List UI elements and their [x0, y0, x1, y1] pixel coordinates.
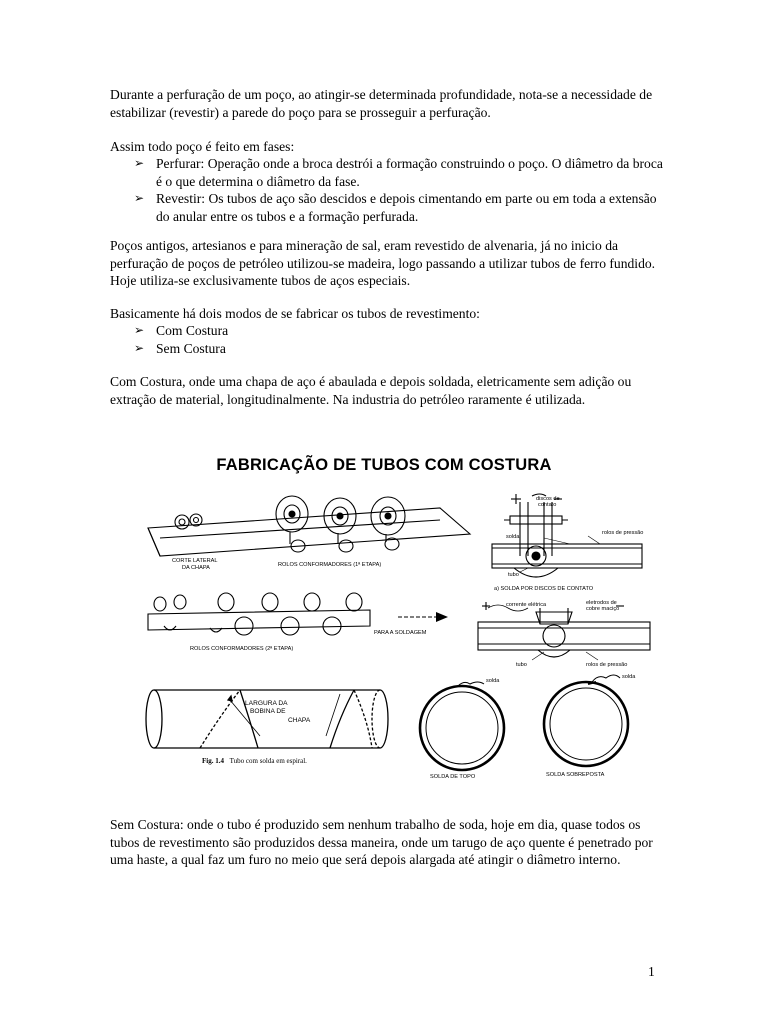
label-rolos-pressao: rolos de pressão	[602, 530, 644, 536]
figure-number: Fig. 1.4	[202, 757, 224, 765]
label-contato: contato	[538, 502, 557, 508]
butt-weld-section	[420, 682, 504, 770]
paragraph-methods-intro: Basicamente há dois modos de se fabricar os tubos de revestimento:	[110, 306, 480, 321]
label-solda-sobreposta: SOLDA SOBREPOSTA	[546, 772, 605, 778]
label-discos: discos de	[536, 496, 560, 502]
page-number: 1	[648, 964, 655, 979]
label-rolos-pressao-2: rolos de pressão	[586, 662, 628, 668]
paragraph-intro: Durante a perfuração de um poço, ao atingir-se determinada profundidade, nota-se a necessidade de estabilizar (revestir) a parede do poço para se prosseguir a perfuração.	[110, 87, 653, 120]
figure-title: FABRICAÇÃO DE TUBOS COM COSTURA	[216, 456, 552, 474]
method-text: Sem Costura	[156, 340, 226, 356]
label-tubo: tubo	[508, 572, 519, 578]
forming-rolls-stage2	[148, 593, 370, 635]
paragraph-sem-costura: Sem Costura: onde o tubo é produzido sem nenhum trabalho de soda, hoje em dia, quase todos os tubos de revestimento são produzidos dessa maneira, onde um tarugo de aço quente é penetrado por uma haste, a qual faz um furo no meio que será depois alargada até atingir o diâmetro interno.	[110, 817, 653, 867]
arrow-right-icon	[398, 612, 448, 622]
svg-text:Fig. 1.4 Tubo com so	[202, 757, 307, 765]
list-item	[110, 340, 670, 358]
spiral-tube-shape	[146, 690, 388, 748]
phases-list	[110, 155, 670, 225]
label-solda-topo-marker: solda	[486, 678, 500, 684]
label-rolos-etapa1: ROLOS CONFORMADORES (1ª ETAPA)	[278, 562, 382, 568]
arrow-bullet-icon: ➢	[134, 191, 145, 205]
paragraph-history: Poços antigos, artesianos e para mineração de sal, eram revestido de alvenaria, já no inicio da perfuração de poços de petróleo utilizou-se madeira, logo passando a utilizar tubos de ferro fundido. Hoje utiliza-se exclusivamente tubos de aços especiais.	[110, 238, 656, 288]
list-item	[110, 190, 670, 225]
label-tubo-2: tubo	[516, 662, 527, 668]
paragraph-phases-intro: Assim todo poço é feito em fases:	[110, 139, 295, 154]
list-item	[110, 322, 670, 340]
phase-text: Revestir: Os tubos de aço são descidos e depois cimentando em parte ou em toda a extensão do anular entre os tubos e a formação perfurada.	[156, 191, 657, 224]
label-cobre: cobre maciço	[586, 606, 620, 612]
label-corrente: corrente elétrica	[506, 602, 547, 608]
paragraph-com-costura: Com Costura, onde uma chapa de aço é abaulada e depois soldada, eletricamente sem adição ou extração de material, longitudinalmente. Na industria do petróleo raramente é utilizada.	[110, 374, 632, 407]
label-rolos-etapa2: ROLOS CONFORMADORES (2ª ETAPA)	[190, 646, 294, 652]
label-corte-lateral: CORTE LATERAL	[172, 558, 218, 564]
label-bobina: BOBINA DE	[250, 708, 286, 715]
arrow-bullet-icon: ➢	[134, 323, 145, 337]
methods-list	[110, 322, 670, 357]
method-text: Com Costura	[156, 323, 229, 338]
label-eletrodos: eletrodos de	[586, 600, 617, 606]
figure-tube-manufacturing	[140, 486, 660, 788]
label-solda: solda	[506, 534, 520, 540]
label-chapa: CHAPA	[288, 717, 311, 724]
label-da-chapa: DA CHAPA	[182, 565, 210, 571]
electrode-welding	[478, 602, 650, 660]
figure-illustration	[140, 486, 660, 788]
phase-text: Perfurar: Operação onde a broca destrói a formação construindo o poço. O diâmetro da broca é o que determina o diâmetro da fase.	[156, 156, 663, 189]
label-solda-de-topo: SOLDA DE TOPO	[430, 774, 476, 780]
label-solda-sobreposta-marker: solda	[622, 674, 636, 680]
figure-caption: Tubo com solda em espiral.	[229, 757, 307, 765]
forming-roll-stage1	[276, 496, 308, 532]
label-largura: LARGURA DA	[245, 700, 288, 707]
caption-solda-discos: a) SOLDA POR DISCOS DE CONTATO	[494, 586, 594, 592]
label-para-soldagem: PARA A SOLDAGEM	[374, 630, 427, 636]
lap-weld-section	[544, 675, 628, 766]
steel-sheet-shape	[148, 508, 470, 556]
list-item	[110, 155, 670, 190]
arrow-bullet-icon: ➢	[134, 156, 145, 170]
forming-roll-stage1	[371, 497, 405, 535]
arrow-bullet-icon: ➢	[134, 340, 145, 355]
